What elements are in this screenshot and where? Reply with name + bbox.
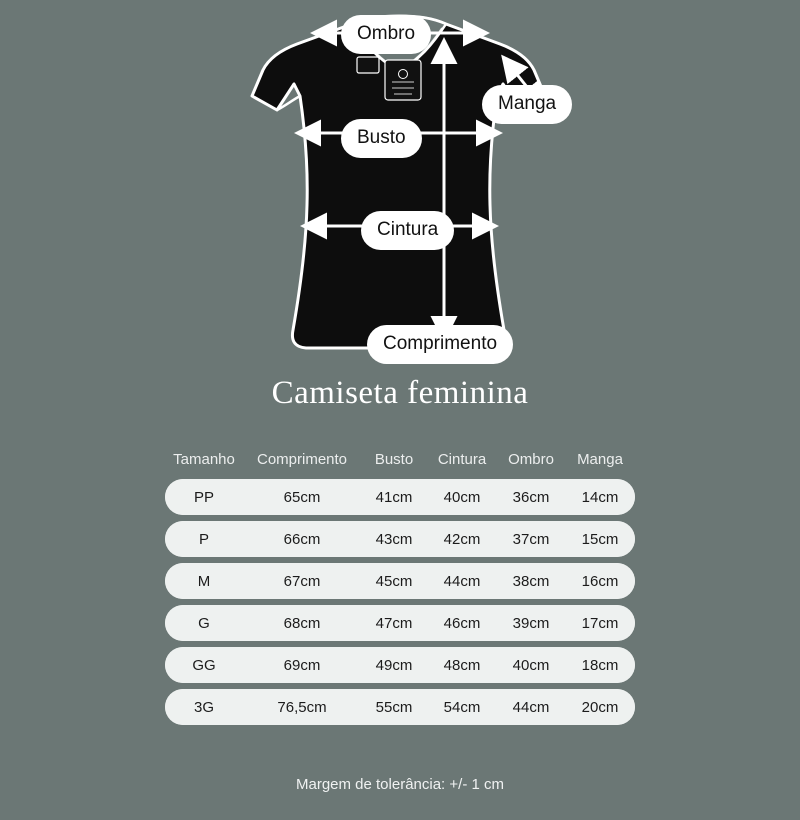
tshirt-illustration: [0, 0, 800, 365]
table-row: [165, 689, 635, 725]
cell-ombro: 44cm: [497, 689, 565, 725]
tolerance-note: Margem de tolerância: +/- 1 cm: [295, 776, 504, 793]
cell-comprimento: 66cm: [243, 521, 361, 557]
cell-cintura: 42cm: [427, 521, 497, 557]
cell-ombro: 36cm: [497, 479, 565, 515]
cell-busto: 49cm: [361, 647, 427, 683]
cell-tamanho: G: [165, 605, 243, 641]
col-header-busto: Busto: [374, 451, 414, 468]
cell-busto: 55cm: [361, 689, 427, 725]
col-header-manga: Manga: [577, 451, 623, 468]
cell-ombro: 40cm: [497, 647, 565, 683]
page-title: Camiseta feminina: [271, 375, 529, 411]
cell-comprimento: 69cm: [243, 647, 361, 683]
size-table-body: [165, 479, 635, 725]
cell-manga: 18cm: [565, 647, 635, 683]
table-row: [165, 521, 635, 557]
cell-ombro: 37cm: [497, 521, 565, 557]
cell-manga: 16cm: [565, 563, 635, 599]
cell-comprimento: 65cm: [243, 479, 361, 515]
cell-tamanho: M: [165, 563, 243, 599]
table-row: [165, 605, 635, 641]
cell-comprimento: 76,5cm: [243, 689, 361, 725]
size-tag: [357, 57, 379, 73]
cell-tamanho: GG: [165, 647, 243, 683]
cell-manga: 14cm: [565, 479, 635, 515]
cell-busto: 45cm: [361, 563, 427, 599]
col-header-cintura: Cintura: [437, 451, 487, 468]
table-row: [165, 647, 635, 683]
cell-tamanho: 3G: [165, 689, 243, 725]
label-busto: Busto: [341, 119, 422, 158]
table-row: [165, 479, 635, 515]
cell-manga: 17cm: [565, 605, 635, 641]
label-manga: Manga: [482, 85, 572, 124]
table-header-row: [165, 451, 635, 473]
size-chart-diagram: [0, 0, 800, 365]
size-table-wrap: [0, 445, 800, 731]
cell-busto: 43cm: [361, 521, 427, 557]
col-header-tamanho: Tamanho: [173, 451, 235, 468]
label-ombro: Ombro: [341, 15, 431, 54]
cell-cintura: 40cm: [427, 479, 497, 515]
col-header-comprimento: Comprimento: [256, 451, 348, 468]
cell-manga: 15cm: [565, 521, 635, 557]
cell-ombro: 39cm: [497, 605, 565, 641]
table-row: [165, 563, 635, 599]
cell-ombro: 38cm: [497, 563, 565, 599]
size-table: [165, 445, 635, 731]
cell-manga: 20cm: [565, 689, 635, 725]
cell-cintura: 54cm: [427, 689, 497, 725]
cell-cintura: 48cm: [427, 647, 497, 683]
cell-comprimento: 68cm: [243, 605, 361, 641]
label-comprimento: Comprimento: [367, 325, 513, 364]
cell-tamanho: P: [165, 521, 243, 557]
cell-busto: 41cm: [361, 479, 427, 515]
cell-tamanho: PP: [165, 479, 243, 515]
size-table-head: [165, 451, 635, 473]
cell-busto: 47cm: [361, 605, 427, 641]
label-cintura: Cintura: [361, 211, 454, 250]
cell-cintura: 44cm: [427, 563, 497, 599]
cell-cintura: 46cm: [427, 605, 497, 641]
cell-comprimento: 67cm: [243, 563, 361, 599]
col-header-ombro: Ombro: [508, 451, 554, 468]
